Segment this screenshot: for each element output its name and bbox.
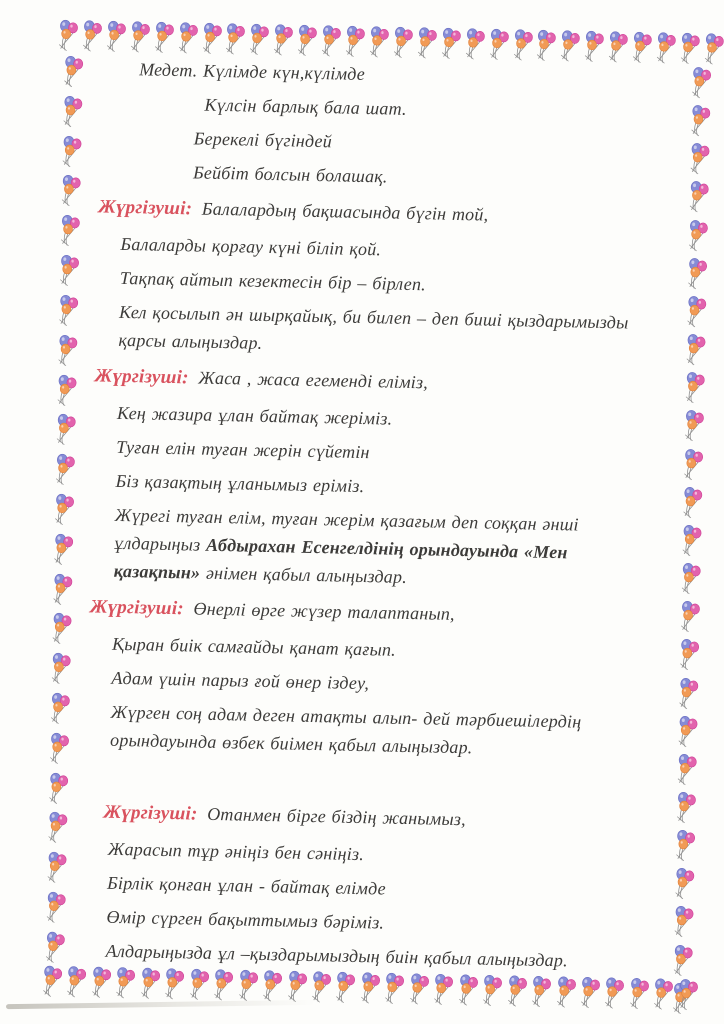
balloon-cluster xyxy=(57,215,80,247)
balloon-cluster-icon xyxy=(55,334,78,366)
balloon-cluster-icon xyxy=(64,966,87,998)
balloon-cluster-icon xyxy=(162,968,185,1000)
balloon-cluster xyxy=(686,219,709,251)
balloon-cluster xyxy=(58,175,81,207)
balloon-cluster-icon xyxy=(688,105,711,137)
balloon-cluster-icon xyxy=(235,969,258,1001)
balloon-cluster xyxy=(47,732,70,764)
balloon-cluster xyxy=(582,31,605,63)
text-run: Адам үшін парыз ғой өнер іздеу, xyxy=(111,667,370,694)
balloon-cluster-icon xyxy=(58,175,81,207)
balloon-cluster-icon xyxy=(684,296,707,328)
text-run: Жарасып тұр әніңіз бен сәніңіз. xyxy=(107,838,365,865)
balloon-cluster xyxy=(162,968,185,1000)
balloon-cluster-icon xyxy=(44,852,67,884)
speaker-label: Жүргізуші: xyxy=(89,596,185,620)
balloon-cluster xyxy=(675,715,698,747)
balloon-cluster-icon xyxy=(49,613,72,645)
balloon-cluster xyxy=(79,20,102,52)
balloon-cluster-icon xyxy=(211,969,234,1001)
balloon-cluster xyxy=(319,25,342,57)
balloon-cluster xyxy=(56,19,79,51)
balloon-cluster-icon xyxy=(553,976,576,1008)
balloon-cluster-icon xyxy=(414,27,437,59)
balloon-cluster xyxy=(64,966,87,998)
text-run: Бейбіт болсын болашақ. xyxy=(192,162,388,187)
text-run: Балаларды қорғау күні біліп қой. xyxy=(120,233,382,260)
balloon-cluster xyxy=(558,30,581,62)
balloon-border-right xyxy=(670,67,712,1015)
balloon-cluster xyxy=(678,601,701,633)
balloon-cluster-icon xyxy=(60,95,83,127)
balloon-cluster xyxy=(687,143,710,175)
balloon-cluster-icon xyxy=(504,975,527,1007)
balloon-cluster xyxy=(271,24,294,56)
verse-line xyxy=(193,158,665,196)
balloon-cluster xyxy=(175,22,198,54)
document-text xyxy=(82,54,667,982)
balloon-cluster-icon xyxy=(627,978,650,1010)
balloon-cluster-icon xyxy=(701,33,724,65)
text-run: Жүрген соң адам деген атақты алып- дей тәрбиешілердің орындауында өзбек биімен қабыл алыңыздар. xyxy=(109,701,582,758)
balloon-cluster xyxy=(678,563,701,595)
text-run: Отанмен бірге біздің жанымыз, xyxy=(201,803,467,830)
balloon-cluster-icon xyxy=(534,30,557,62)
balloon-cluster xyxy=(186,968,209,1000)
balloon-cluster xyxy=(630,32,653,64)
balloon-cluster-icon xyxy=(57,255,80,287)
balloon-cluster-icon xyxy=(653,32,676,64)
balloon-cluster xyxy=(684,296,707,328)
speaker-label: Жүргізуші: xyxy=(103,801,198,825)
balloon-cluster-icon xyxy=(247,23,270,55)
balloon-cluster xyxy=(57,255,80,287)
balloon-border-left xyxy=(42,56,83,964)
balloon-cluster xyxy=(60,95,83,127)
balloon-cluster xyxy=(682,372,705,404)
balloon-cluster xyxy=(681,448,704,480)
body-paragraph xyxy=(108,835,651,874)
body-paragraph xyxy=(105,937,648,976)
balloon-cluster-icon xyxy=(676,677,699,709)
balloon-cluster xyxy=(689,67,712,99)
balloon-cluster-icon xyxy=(406,973,429,1005)
balloon-cluster xyxy=(42,931,65,963)
balloon-cluster-icon xyxy=(48,653,71,685)
balloon-cluster xyxy=(462,28,485,60)
balloon-cluster-icon xyxy=(677,639,700,671)
balloon-cluster-icon xyxy=(686,219,709,251)
balloon-cluster-icon xyxy=(529,976,552,1008)
balloon-cluster-icon xyxy=(689,67,712,99)
balloon-cluster-icon xyxy=(50,573,73,605)
balloon-cluster xyxy=(51,533,74,565)
speaker-label: Жүргізуші: xyxy=(98,196,193,220)
balloon-cluster-icon xyxy=(602,977,625,1009)
balloon-cluster xyxy=(49,613,72,645)
host-paragraph xyxy=(98,192,664,233)
balloon-cluster-icon xyxy=(366,26,389,58)
balloon-cluster-icon xyxy=(630,32,653,64)
body-paragraph xyxy=(111,664,654,703)
text-run: Өнерлі өрге жүзер талаптанып, xyxy=(187,598,455,624)
balloon-cluster xyxy=(113,967,136,999)
balloon-cluster xyxy=(673,830,696,862)
balloon-cluster xyxy=(52,493,75,525)
balloon-cluster xyxy=(211,969,234,1001)
balloon-cluster xyxy=(295,24,318,56)
balloon-cluster-icon xyxy=(223,23,246,55)
balloon-cluster xyxy=(677,639,700,671)
balloon-cluster-icon xyxy=(45,812,68,844)
balloon-cluster-icon xyxy=(674,753,697,785)
body-paragraph xyxy=(113,501,658,596)
balloon-cluster-icon xyxy=(47,732,70,764)
balloon-cluster xyxy=(366,26,389,58)
host-paragraph xyxy=(90,592,656,633)
balloon-cluster-icon xyxy=(61,56,84,88)
balloon-cluster xyxy=(46,772,69,804)
body-paragraph xyxy=(115,467,658,506)
verse-line xyxy=(204,91,666,129)
text-run: Туған елін туған жерін сүйетін xyxy=(116,436,370,463)
balloon-cluster xyxy=(677,33,700,65)
balloon-cluster-icon xyxy=(40,965,63,997)
balloon-cluster xyxy=(672,868,695,900)
balloon-cluster xyxy=(127,21,150,53)
balloon-cluster xyxy=(414,27,437,59)
balloon-cluster xyxy=(223,23,246,55)
text-run: Жүрегі туған елім, туған жерім қазағым деп соққан әнші ұлдарыңыз xyxy=(114,504,579,555)
balloon-cluster xyxy=(53,414,76,446)
balloon-cluster-icon xyxy=(578,977,601,1009)
text-run: Алдарыңызда ұл –қыздарымыздың биін қабыл алыңыздар. xyxy=(105,940,568,971)
balloon-cluster-icon xyxy=(390,27,413,59)
balloon-cluster-icon xyxy=(47,692,70,724)
balloon-cluster xyxy=(679,525,702,557)
balloon-cluster xyxy=(674,792,697,824)
balloon-cluster xyxy=(671,906,694,938)
balloon-cluster xyxy=(685,257,708,289)
balloon-cluster xyxy=(333,972,356,1004)
balloon-cluster xyxy=(247,23,270,55)
balloon-cluster-icon xyxy=(113,967,136,999)
balloon-cluster-icon xyxy=(438,28,461,60)
balloon-cluster xyxy=(683,334,706,366)
balloon-cluster-icon xyxy=(127,21,150,53)
balloon-cluster-icon xyxy=(480,975,503,1007)
balloon-cluster-icon xyxy=(382,973,405,1005)
body-paragraph xyxy=(117,399,660,438)
balloon-cluster-icon xyxy=(151,21,174,53)
balloon-cluster xyxy=(47,692,70,724)
balloon-cluster-icon xyxy=(51,533,74,565)
balloon-cluster xyxy=(534,30,557,62)
balloon-cluster-icon xyxy=(681,448,704,480)
balloon-cluster-icon xyxy=(674,792,697,824)
balloon-cluster xyxy=(235,969,258,1001)
balloon-cluster xyxy=(309,971,332,1003)
balloon-cluster-icon xyxy=(455,974,478,1006)
balloon-cluster-icon xyxy=(431,974,454,1006)
balloon-cluster-icon xyxy=(686,181,709,213)
text-run: әнімен қабыл алыңыздар. xyxy=(200,562,408,587)
balloon-cluster-icon xyxy=(295,24,318,56)
balloon-cluster-icon xyxy=(606,31,629,63)
balloon-cluster xyxy=(199,22,222,54)
balloon-cluster-icon xyxy=(199,22,222,54)
balloon-cluster-icon xyxy=(343,26,366,58)
balloon-cluster-icon xyxy=(651,978,674,1010)
text-run: Кең жазира ұлан байтақ жеріміз. xyxy=(116,402,393,429)
balloon-cluster-icon xyxy=(682,410,705,442)
balloon-cluster xyxy=(43,891,66,923)
body-paragraph xyxy=(120,230,663,269)
balloon-cluster-icon xyxy=(56,294,79,326)
text-run: Балалардың бақшасында бүгін той, xyxy=(196,198,489,225)
balloon-cluster xyxy=(103,20,126,52)
balloon-cluster xyxy=(61,56,84,88)
balloon-cluster-icon xyxy=(284,970,307,1002)
balloon-cluster-icon xyxy=(186,968,209,1000)
text-run: Тақпақ айтып кезектесін бір – бірлеп. xyxy=(119,267,427,295)
balloon-cluster-icon xyxy=(687,143,710,175)
balloon-cluster-icon xyxy=(582,31,605,63)
balloon-cluster xyxy=(50,573,73,605)
balloon-cluster-icon xyxy=(510,29,533,61)
body-paragraph xyxy=(112,630,655,669)
balloon-cluster-icon xyxy=(79,20,102,52)
text-run: Бірлік қонған ұлан - байтақ елімде xyxy=(106,872,387,899)
body-paragraph xyxy=(120,264,663,303)
balloon-cluster xyxy=(48,653,71,685)
host-paragraph xyxy=(103,798,651,838)
body-paragraph xyxy=(118,298,662,365)
balloon-cluster-icon xyxy=(679,525,702,557)
speaker-label: Жүргізуші: xyxy=(94,365,189,389)
body-paragraph xyxy=(116,433,659,472)
balloon-cluster-icon xyxy=(673,830,696,862)
balloon-cluster-icon xyxy=(319,25,342,57)
text-run: Жаса , жаса егеменді еліміз, xyxy=(192,367,429,393)
balloon-cluster-icon xyxy=(175,22,198,54)
balloon-cluster-icon xyxy=(670,944,693,976)
balloon-cluster xyxy=(688,105,711,137)
balloon-cluster xyxy=(54,374,77,406)
balloon-cluster xyxy=(510,29,533,61)
balloon-cluster-icon xyxy=(675,979,698,1011)
balloon-cluster-icon xyxy=(54,374,77,406)
balloon-cluster xyxy=(627,978,650,1010)
balloon-cluster-icon xyxy=(138,967,161,999)
balloon-cluster xyxy=(138,967,161,999)
text-run: Кел қосылып ән шырқайық, би билеп – деп биші қыздарымызды қарсы алыңыздар. xyxy=(118,301,629,353)
balloon-cluster xyxy=(260,970,283,1002)
balloon-cluster xyxy=(680,486,703,518)
balloon-cluster xyxy=(56,294,79,326)
balloon-cluster xyxy=(55,334,78,366)
balloon-cluster xyxy=(486,29,509,61)
balloon-cluster xyxy=(59,135,82,167)
balloon-cluster-icon xyxy=(486,29,509,61)
balloon-cluster xyxy=(686,181,709,213)
balloon-cluster xyxy=(406,973,429,1005)
text-run: Қыран биік самғайды қанат қағып. xyxy=(111,633,397,660)
host-paragraph xyxy=(94,361,660,402)
balloon-cluster-icon xyxy=(462,28,485,60)
balloon-cluster xyxy=(89,966,112,998)
balloon-cluster-icon xyxy=(678,563,701,595)
text-run: Біз қазақтың ұланымыз еріміз. xyxy=(115,470,365,497)
balloon-cluster xyxy=(382,973,405,1005)
balloon-cluster-icon xyxy=(677,33,700,65)
balloon-cluster xyxy=(553,976,576,1008)
balloon-cluster xyxy=(284,970,307,1002)
balloon-cluster-icon xyxy=(678,601,701,633)
balloon-cluster-icon xyxy=(271,24,294,56)
balloon-cluster-icon xyxy=(52,493,75,525)
balloon-cluster xyxy=(390,27,413,59)
balloon-cluster-icon xyxy=(683,334,706,366)
balloon-cluster-icon xyxy=(358,972,381,1004)
verse-line xyxy=(193,124,665,162)
balloon-cluster-icon xyxy=(59,135,82,167)
body-paragraph xyxy=(107,869,650,908)
balloon-cluster xyxy=(358,972,381,1004)
body-paragraph xyxy=(110,698,654,765)
balloon-cluster xyxy=(40,965,63,997)
balloon-cluster-icon xyxy=(671,906,694,938)
balloon-cluster xyxy=(44,852,67,884)
balloon-cluster-icon xyxy=(46,772,69,804)
balloon-cluster xyxy=(438,28,461,60)
balloon-cluster-icon xyxy=(558,30,581,62)
balloon-cluster xyxy=(682,410,705,442)
balloon-cluster xyxy=(529,976,552,1008)
balloon-cluster xyxy=(480,975,503,1007)
balloon-cluster-icon xyxy=(260,970,283,1002)
balloon-cluster-icon xyxy=(680,486,703,518)
balloon-cluster xyxy=(431,974,454,1006)
balloon-cluster xyxy=(578,977,601,1009)
balloon-cluster xyxy=(45,812,68,844)
balloon-cluster-icon xyxy=(682,372,705,404)
balloon-cluster xyxy=(606,31,629,63)
body-paragraph xyxy=(106,903,649,942)
balloon-cluster-icon xyxy=(53,414,76,446)
balloon-cluster-icon xyxy=(42,931,65,963)
balloon-cluster xyxy=(151,21,174,53)
balloon-cluster-icon xyxy=(57,215,80,247)
balloon-cluster-icon xyxy=(103,20,126,52)
balloon-cluster-icon xyxy=(685,257,708,289)
text-run: Күлсін барлық бала шат. xyxy=(204,94,407,119)
balloon-cluster-icon xyxy=(89,966,112,998)
balloon-cluster xyxy=(674,753,697,785)
text-run: Берекелі бүгіндей xyxy=(193,128,333,152)
balloon-cluster xyxy=(675,979,698,1011)
balloon-cluster-icon xyxy=(675,715,698,747)
balloon-cluster xyxy=(455,974,478,1006)
balloon-cluster-icon xyxy=(333,972,356,1004)
balloon-cluster xyxy=(343,26,366,58)
balloon-cluster xyxy=(653,32,676,64)
balloon-cluster-icon xyxy=(56,19,79,51)
balloon-cluster-icon xyxy=(309,971,332,1003)
text-run: Медет. Күлімде күн,күлімде xyxy=(139,59,366,84)
bold-text-run: Абдырахан Есенгелдінің орындауында «Мен қазақпын» xyxy=(113,534,568,583)
balloon-cluster-icon xyxy=(672,868,695,900)
balloon-cluster-icon xyxy=(43,891,66,923)
balloon-cluster xyxy=(701,33,724,65)
balloon-cluster xyxy=(602,977,625,1009)
balloon-cluster xyxy=(52,454,75,486)
balloon-cluster-icon xyxy=(52,454,75,486)
balloon-cluster xyxy=(670,944,693,976)
balloon-cluster xyxy=(676,677,699,709)
balloon-cluster xyxy=(651,978,674,1010)
balloon-cluster xyxy=(504,975,527,1007)
text-run: Өмір сүрген бақыттымыз бәріміз. xyxy=(106,906,385,933)
